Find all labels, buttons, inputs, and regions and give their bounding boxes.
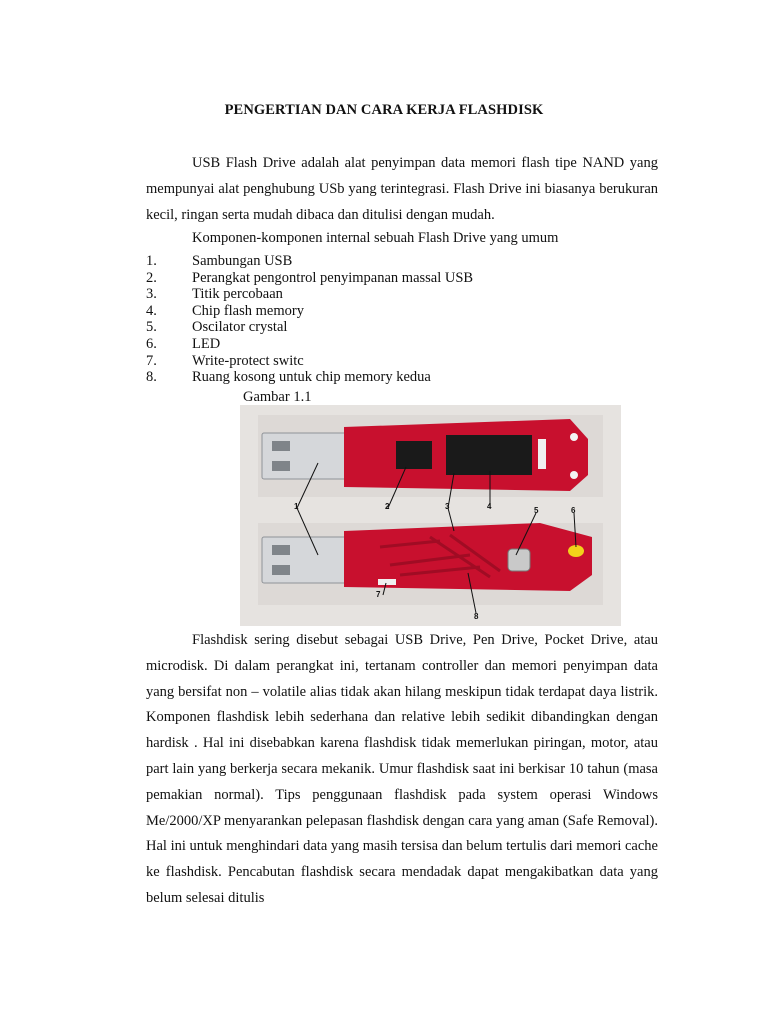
pcb-component (538, 439, 546, 469)
list-item (146, 369, 473, 386)
figure-label-2: 2 (385, 502, 390, 511)
list-label: Write-protect switc (192, 352, 304, 369)
list-number: 2. (146, 269, 157, 286)
list-item (146, 270, 473, 287)
list-label: Ruang kosong untuk chip memory kedua (192, 369, 431, 386)
connector-hole (272, 461, 290, 471)
list-number: 7. (146, 352, 157, 369)
oscillator-crystal (508, 549, 530, 571)
figure-label-3: 3 (445, 502, 450, 511)
paragraph-intro: USB Flash Drive adalah alat penyimpan data memori flash tipe NAND yang mempunyai alat penghubung USb yang terintegrasi. Flash Drive ini biasanya berukuran kecil, ringan serta mudah dibaca dan ditulisi dengan mudah. (146, 155, 658, 223)
list-number: 4. (146, 302, 157, 319)
list-number: 8. (146, 369, 157, 386)
connector-hole (272, 565, 290, 575)
list-item (146, 319, 473, 336)
list-label: Sambungan USB (192, 253, 293, 269)
figure-label-7: 7 (376, 590, 381, 599)
figure-label-4: 4 (487, 502, 492, 511)
figure-label-5: 5 (534, 506, 539, 515)
list-item (146, 286, 473, 303)
flashdrive-figure (240, 405, 621, 626)
list-label: Titik percobaan (192, 286, 283, 303)
mount-hole (570, 471, 578, 479)
usb-connector (262, 433, 350, 479)
flash-memory-chip (446, 435, 532, 475)
component-list (146, 253, 473, 386)
list-item (146, 253, 473, 270)
list-label: LED (192, 335, 221, 352)
figure-caption: Gambar 1.1 (243, 389, 312, 405)
list-number: 5. (146, 319, 157, 336)
list-label: Oscilator crystal (192, 319, 288, 336)
list-label: Chip flash memory (192, 302, 304, 319)
mount-hole (570, 433, 578, 441)
list-intro: Komponen-komponen internal sebuah Flash Drive yang umum (192, 230, 559, 246)
figure-label-8: 8 (474, 612, 479, 621)
list-item (146, 353, 473, 370)
figure-label-6: 6 (571, 506, 576, 515)
list-number: 3. (146, 286, 157, 303)
list-label: Perangkat pengontrol penyimpanan massal USB (192, 269, 474, 286)
list-item (146, 303, 473, 320)
list-item (146, 336, 473, 353)
usb-connector (262, 537, 350, 583)
write-protect-switch (378, 579, 396, 585)
list-number: 6. (146, 335, 157, 352)
connector-hole (272, 545, 290, 555)
paragraph-main: Flashdisk sering disebut sebagai USB Drive, Pen Drive, Pocket Drive, atau microdisk. Di dalam perangkat ini, tertanam controller dan memori penyimpan data yang bersifat non – volatile alias tidak akan hilang meskipun tidak terdapat daya listrik. Komponen flashdisk lebih sederhana dan relative lebih sedikit dibandingkan dengan hardisk . Hal ini disebabkan karena flashdisk tidak memerlukan piringan, motor, atau part lain yang berkerja secara mekanik. Umur flashdisk saat ini berkisar 10 tahun (masa pemakian normal). Tips penggunaan flashdisk pada system operasi Windows Me/2000/XP menyarankan pelepasan flashdisk dengan cara yang aman (Safe Removal). Hal ini untuk menghindari data yang masih tersisa dan belum tertulis dari memori cache ke flashdisk. Pencabutan flashdisk secara mendadak dapat mengakibatkan data yang belum selesai ditulis (146, 632, 658, 906)
document-title: PENGERTIAN DAN CARA KERJA FLASHDISK (224, 102, 544, 118)
connector-hole (272, 441, 290, 451)
figure-label-1: 1 (294, 502, 299, 511)
controller-chip (396, 441, 432, 469)
list-number: 1. (146, 253, 157, 269)
